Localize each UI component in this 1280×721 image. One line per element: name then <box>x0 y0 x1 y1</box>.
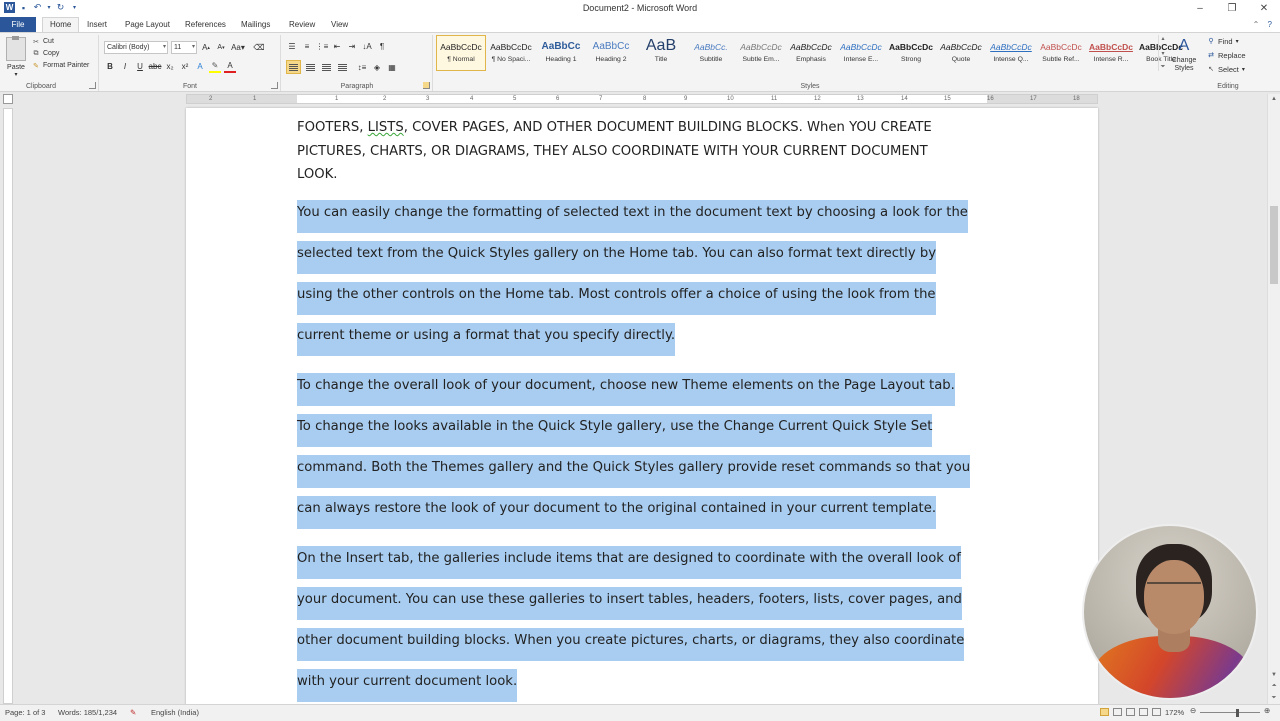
next-page-icon[interactable]: ⏷ <box>1271 695 1277 701</box>
style-name: ¶ No Spaci... <box>491 56 531 63</box>
font-group-label: Font <box>182 83 197 90</box>
help-icon[interactable]: ? <box>1267 20 1272 29</box>
style-subtitle[interactable] <box>686 35 736 71</box>
ribbon-tabs <box>0 17 1280 32</box>
grow-font-icon[interactable]: A ▴ <box>202 43 210 52</box>
style-preview: AaBbCc. <box>694 42 728 52</box>
word-count[interactable]: Words: 185/1,234 <box>58 708 118 717</box>
font-group <box>100 35 281 91</box>
decrease-indent-icon[interactable]: ⇤ <box>333 42 341 51</box>
format-painter-label: Format Painter <box>43 62 90 69</box>
copy-label: Copy <box>43 50 60 57</box>
title-bar <box>0 0 1280 17</box>
clipboard-group <box>0 35 99 91</box>
selected-line: selected text from the Quick Styles gallery on the Home tab. You can also format text directly by <box>297 241 936 274</box>
style-normal[interactable] <box>436 35 486 71</box>
save-icon[interactable]: ▪ <box>21 2 26 13</box>
outline-icon[interactable] <box>1139 708 1148 716</box>
tab-view[interactable]: View <box>331 20 349 29</box>
redo-icon[interactable]: ↻ <box>56 2 65 12</box>
selected-line: your document. You can use these galleries to insert tables, headers, footers, lists, cover pages, and <box>297 587 962 620</box>
selected-line: command. Both the Themes gallery and the Quick Styles gallery provide reset commands so that you <box>297 455 970 488</box>
ruler-tick: 17 <box>1030 96 1037 102</box>
multilevel-list-icon[interactable]: ⋮≡ <box>315 42 329 51</box>
line-spacing-icon[interactable]: ↕≡ <box>357 62 367 72</box>
caps-line-1 <box>297 116 997 140</box>
style-title[interactable] <box>636 35 686 71</box>
caps-line-2: PICTURES, CHARTS, OR DIAGRAMS, THEY ALSO COORDINATE WITH YOUR CURRENT DOCUMENT <box>297 143 928 159</box>
underline-icon[interactable]: U <box>137 62 143 71</box>
ruler-tick: 4 <box>470 96 474 102</box>
style-name: Intense E... <box>843 56 879 63</box>
text-effects-icon[interactable]: A <box>197 62 203 71</box>
language[interactable]: English (India) <box>151 708 199 717</box>
style-name: ¶ Normal <box>447 56 475 63</box>
style-preview: AaBbCcDc <box>940 42 982 52</box>
style-intense-reference[interactable] <box>1086 35 1136 71</box>
ruler-tick: 12 <box>814 96 821 102</box>
style-name: Emphasis <box>796 56 826 63</box>
style-preview: AaBbCcDc <box>440 42 482 52</box>
status-bar <box>0 704 1280 721</box>
style-subtle-reference[interactable] <box>1036 35 1086 71</box>
style-name: Strong <box>900 56 922 63</box>
cursor-arrow-icon: ↖ <box>1208 66 1214 73</box>
close-button[interactable]: ✕ <box>1259 3 1269 14</box>
ruler-tick: 2 <box>209 96 213 102</box>
tab-review[interactable]: Review <box>289 20 316 29</box>
sort-icon[interactable]: ↓A <box>362 42 372 51</box>
view-buttons <box>1100 708 1161 716</box>
selected-line: using the other controls on the Home tab. Most controls offer a choice of using the look from the <box>297 282 936 315</box>
style-preview: AaBbCc <box>541 41 581 52</box>
web-layout-icon[interactable] <box>1126 708 1135 716</box>
align-center-icon[interactable] <box>304 61 317 73</box>
style-name: Heading 1 <box>545 56 577 63</box>
change-case-icon[interactable]: Aa▾ <box>231 43 245 52</box>
replace-label: Replace <box>1218 50 1246 60</box>
ruler-tick: 6 <box>556 96 560 102</box>
format-painter-button[interactable] <box>32 61 89 70</box>
font-size-select[interactable]: 11 ▾ <box>171 41 197 54</box>
paintbrush-icon: ✎ <box>33 62 39 70</box>
selected-line: You can easily change the formatting of selected text in the document text by choosing a look for the <box>297 200 968 233</box>
left-margin-area <box>187 95 297 103</box>
style-heading-1[interactable] <box>536 35 586 71</box>
binoculars-icon: ⚲ <box>1208 38 1214 45</box>
align-left-icon[interactable] <box>286 60 301 74</box>
selected-line: other document building blocks. When you create pictures, charts, or diagrams, they also coordinate <box>297 628 964 661</box>
style-name: Subtle Em... <box>742 56 780 63</box>
paste-button[interactable] <box>4 37 28 78</box>
scroll-up-icon[interactable]: ▲ <box>1271 96 1277 102</box>
horizontal-ruler[interactable] <box>186 94 1098 104</box>
scroll-down-icon[interactable]: ▼ <box>1271 672 1277 678</box>
caps-text: , COVER PAGES, AND OTHER DOCUMENT BUILDING BLOCKS. When YOU CREATE <box>403 120 932 135</box>
ruler-tick: 14 <box>901 96 908 102</box>
cut-button[interactable] <box>32 37 89 46</box>
selected-paragraph-3[interactable] <box>297 538 997 702</box>
style-preview: AaBbCc <box>592 41 630 52</box>
zoom-out-icon[interactable]: ⊖ <box>1190 706 1197 715</box>
replace-button[interactable] <box>1207 50 1246 60</box>
copy-icon: ⧉ <box>33 49 39 57</box>
presenter-glasses <box>1147 582 1201 598</box>
tab-home[interactable]: Home <box>42 17 79 32</box>
align-right-icon[interactable] <box>320 61 333 73</box>
caps-paragraph[interactable] <box>297 116 997 187</box>
ruler-tick: 7 <box>599 96 603 102</box>
style-intense-emphasis[interactable] <box>836 35 886 71</box>
ribbon-controls <box>1253 20 1272 29</box>
gallery-down-icon[interactable]: ▾ <box>1161 50 1165 57</box>
style-preview: AaBbCcDc <box>889 42 933 52</box>
justify-icon[interactable] <box>336 61 349 73</box>
highlight-icon[interactable]: ✎ <box>209 60 221 73</box>
selected-line: To change the looks available in the Quick Style gallery, use the Change Current Quick Style Set <box>297 414 932 447</box>
selected-paragraph-2[interactable] <box>297 365 997 529</box>
borders-icon[interactable]: ▦ <box>388 62 396 72</box>
full-screen-reading-icon[interactable] <box>1113 708 1122 716</box>
vertical-scrollbar[interactable] <box>1267 94 1280 704</box>
zoom-slider[interactable] <box>1200 712 1260 713</box>
ruler-tick: 18 <box>1073 96 1080 102</box>
editing-group <box>1207 36 1246 74</box>
zoom-slider-thumb[interactable] <box>1236 709 1239 717</box>
italic-icon[interactable]: I <box>123 62 127 71</box>
quick-styles-gallery <box>436 35 1186 71</box>
ruler-tick: 11 <box>771 96 778 102</box>
style-name: Subtle Ref... <box>1042 56 1080 63</box>
style-intense-quote[interactable] <box>986 35 1036 71</box>
find-label: Find <box>1218 36 1233 46</box>
style-preview: AaBbCcDc <box>490 42 532 52</box>
style-emphasis[interactable] <box>786 35 836 71</box>
word-logo-icon: W <box>5 3 14 12</box>
scissors-icon: ✂ <box>33 38 39 46</box>
style-preview: AaBbCcDc <box>1139 42 1183 52</box>
ruler-tick: 9 <box>684 96 688 102</box>
style-name: Book Title <box>1146 56 1176 63</box>
show-formatting-icon[interactable]: ¶ <box>379 42 385 51</box>
select-label: Select <box>1218 64 1239 74</box>
selected-line: On the Insert tab, the galleries include items that are designed to coordinate with the overall look of <box>297 546 961 579</box>
editing-group-label: Editing <box>1217 83 1239 90</box>
caps-text: FOOTERS, <box>297 120 368 135</box>
tab-file[interactable]: File <box>0 17 36 32</box>
style-quote[interactable] <box>936 35 986 71</box>
tab-references[interactable]: References <box>185 20 226 29</box>
selected-line: can always restore the look of your document to the original contained in your current template. <box>297 496 936 529</box>
clipboard-group-label: Clipboard <box>26 83 56 90</box>
style-preview: AaBbCcDc <box>740 42 782 52</box>
style-heading-2[interactable] <box>586 35 636 71</box>
clear-formatting-icon[interactable]: ⌫ <box>253 43 265 52</box>
style-preview: AaBbCcDc <box>990 42 1032 52</box>
previous-page-icon[interactable]: ⏶ <box>1271 683 1277 689</box>
style-name: Intense Q... <box>993 56 1029 63</box>
font-family-select[interactable]: Calibri (Body) ▾ <box>104 41 168 54</box>
ruler-tick: 15 <box>944 96 951 102</box>
change-styles-button[interactable] <box>1168 35 1200 73</box>
style-name: Subtitle <box>699 56 723 63</box>
caps-line-3: LOOK. <box>297 167 338 182</box>
restore-button[interactable]: ❐ <box>1227 3 1237 14</box>
gallery-more-icon[interactable]: ⏷ <box>1160 64 1166 70</box>
selected-line: current theme or using a format that you specify directly. <box>297 323 675 356</box>
ruler-tick: 2 <box>383 96 387 102</box>
tab-insert[interactable]: Insert <box>87 20 108 29</box>
ruler-tick: 5 <box>513 96 517 102</box>
paste-label: Paste <box>7 64 25 71</box>
undo-dropdown-icon[interactable]: ▾ <box>47 5 51 11</box>
tab-mailings[interactable]: Mailings <box>241 20 271 29</box>
subscript-icon[interactable]: x₂ <box>166 62 174 71</box>
undo-icon[interactable]: ↶ <box>33 2 42 12</box>
paragraph-group <box>282 35 433 91</box>
gallery-up-icon[interactable]: ▴ <box>1161 36 1165 42</box>
right-margin-area <box>987 95 1097 103</box>
tab-page-layout[interactable]: Page Layout <box>125 20 170 29</box>
select-button[interactable]: ↖ Select ▾ <box>1208 64 1245 74</box>
style-preview: AaB <box>645 37 677 54</box>
numbering-icon[interactable]: ≡ <box>304 42 310 51</box>
style-no-spacing[interactable] <box>486 35 536 71</box>
font-color-icon[interactable]: A <box>224 60 236 73</box>
change-styles-icon: A <box>1178 37 1190 54</box>
style-preview: AaBbCcDc <box>790 42 832 52</box>
style-strong[interactable] <box>886 35 936 71</box>
presenter-webcam-overlay <box>1082 524 1258 700</box>
shrink-font-icon[interactable]: A ▾ <box>217 44 225 51</box>
selected-line: with your current document look. <box>297 669 517 702</box>
style-name: Intense R... <box>1093 56 1129 63</box>
scroll-thumb[interactable] <box>1270 206 1278 284</box>
clipboard-icon <box>6 37 26 61</box>
ruler-tick: 1 <box>335 96 339 102</box>
ruler-tick: 16 <box>987 96 994 102</box>
replace-icon: ⇄ <box>1208 52 1214 59</box>
cut-label: Cut <box>43 38 54 45</box>
page-count[interactable]: Page: 1 of 3 <box>5 708 46 717</box>
zoom-in-icon[interactable]: ⊕ <box>1264 706 1271 715</box>
zoom-level[interactable]: 172% <box>1165 708 1185 717</box>
shading-icon[interactable]: ◈ <box>373 62 381 72</box>
style-name: Quote <box>951 56 971 63</box>
minimize-ribbon-icon[interactable]: ⌃ <box>1252 20 1260 29</box>
paragraph-group-label: Paragraph <box>340 83 374 90</box>
styles-gallery-scroll[interactable] <box>1158 35 1167 71</box>
vertical-ruler[interactable] <box>3 108 13 704</box>
ruler-tick: 10 <box>727 96 734 102</box>
style-preview: AaBbCcDc <box>1040 42 1082 52</box>
ruler-tick: 13 <box>857 96 864 102</box>
style-subtle-emphasis[interactable] <box>736 35 786 71</box>
proofing-icon[interactable]: ✎ <box>130 708 137 717</box>
window-title: Document2 - Microsoft Word <box>582 3 698 13</box>
window-controls <box>1184 0 1280 17</box>
style-preview: AaBbCcDc <box>1089 42 1133 52</box>
bold-icon[interactable]: B <box>107 62 113 71</box>
clipboard-launcher-icon[interactable] <box>89 82 96 89</box>
ribbon-home <box>0 32 1280 92</box>
ruler-tick: 1 <box>253 96 257 102</box>
paragraph-launcher-icon[interactable] <box>423 82 430 89</box>
document-page[interactable] <box>186 108 1098 706</box>
paste-dropdown-icon[interactable]: ▾ <box>14 72 18 78</box>
selected-line: To change the overall look of your document, choose new Theme elements on the Page Layout tab. <box>297 373 955 406</box>
styles-group-label: Styles <box>800 83 820 90</box>
minimize-button[interactable]: – <box>1197 3 1203 14</box>
change-styles-label: Change Styles <box>1171 57 1197 72</box>
copy-button[interactable] <box>32 49 89 58</box>
increase-indent-icon[interactable]: ⇥ <box>348 42 356 51</box>
font-launcher-icon[interactable] <box>271 82 278 89</box>
selected-paragraph-1[interactable] <box>297 192 997 356</box>
style-preview: AaBbCcDc <box>840 42 882 52</box>
spell-flagged-word[interactable]: LISTS <box>367 120 404 135</box>
superscript-icon[interactable]: x² <box>181 62 189 71</box>
bullets-icon[interactable]: ☰ <box>288 42 296 51</box>
draft-icon[interactable] <box>1152 708 1161 716</box>
customize-qat-icon[interactable]: ▾ <box>72 5 76 11</box>
tab-selector-icon[interactable] <box>3 94 13 104</box>
style-name: Heading 2 <box>595 56 627 63</box>
ruler-tick: 8 <box>643 96 647 102</box>
style-name: Title <box>654 56 668 63</box>
print-layout-icon[interactable] <box>1100 708 1109 716</box>
find-button[interactable]: ⚲ Find ▾ <box>1208 36 1239 46</box>
strikethrough-icon[interactable]: abc <box>148 62 162 71</box>
ruler-tick: 3 <box>426 96 430 102</box>
